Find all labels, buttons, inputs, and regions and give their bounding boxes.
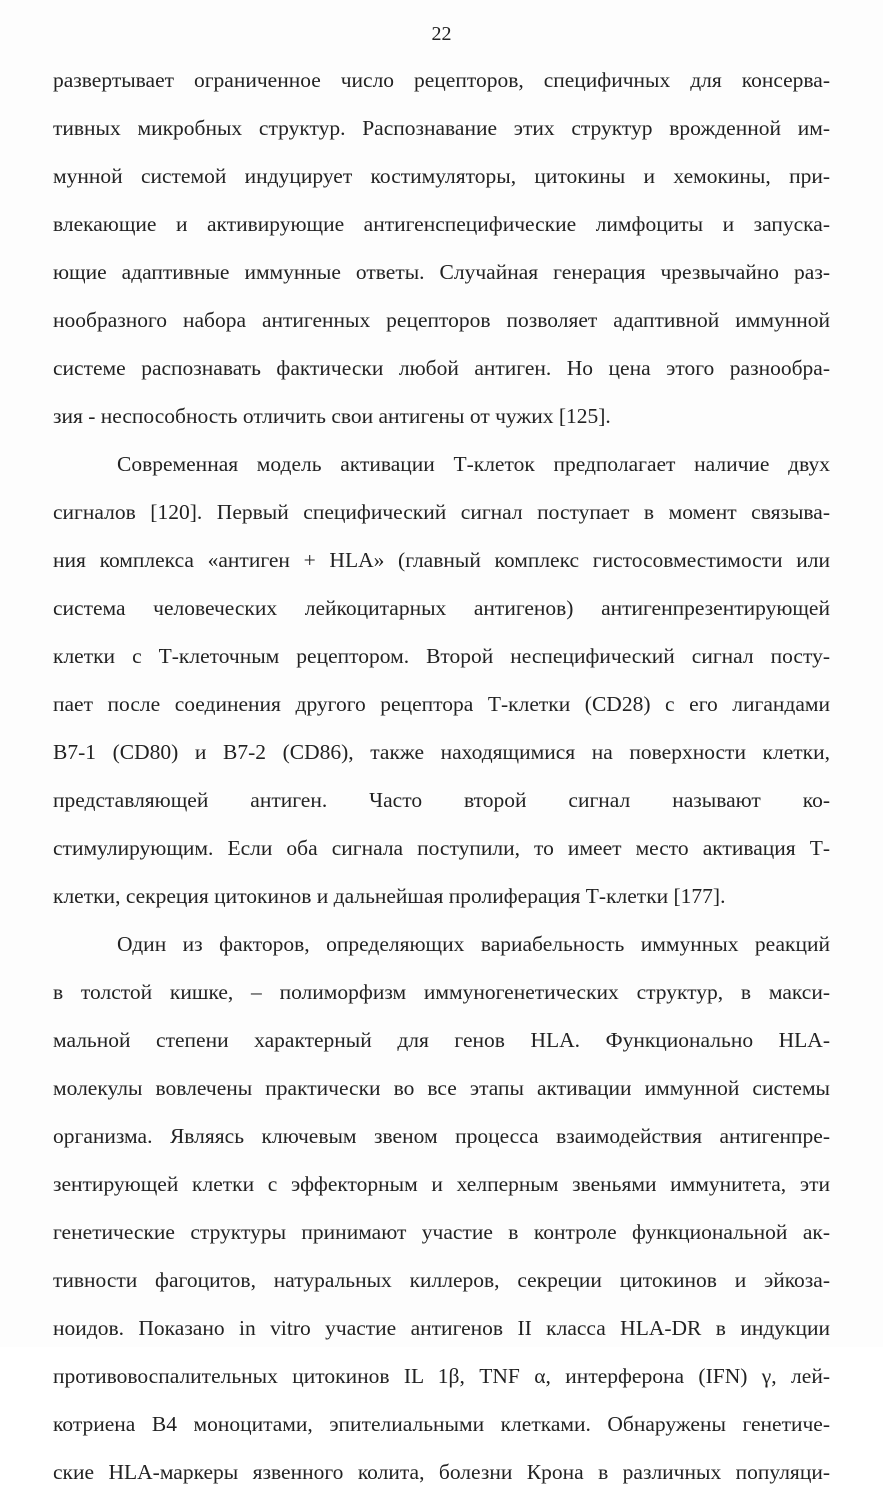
text-line: мунной системой индуцирует костимуляторы, цитокины и хемокины, при-: [53, 164, 830, 188]
text-line: противовоспалительных цитокинов IL 1β, TNF α, интерферона (IFN) γ, лей-: [53, 1364, 830, 1388]
text-line: представляющей антиген. Часто второй сигнал называют ко-: [53, 788, 830, 812]
text-line: клетки с Т-клеточным рецептором. Второй неспецифический сигнал посту-: [53, 644, 830, 668]
text-line: ские HLA-маркеры язвенного колита, болезни Крона в различных популяци-: [53, 1460, 830, 1484]
text-line: развертывает ограниченное число рецепторов, специфичных для консерва-: [53, 68, 830, 92]
text-line: тивности фагоцитов, натуральных киллеров, секреции цитокинов и эйкоза-: [53, 1268, 830, 1292]
text-line: молекулы вовлечены практически во все этапы активации иммунной системы: [53, 1076, 830, 1100]
paragraph-1: [53, 56, 830, 440]
text-line: стимулирующим. Если оба сигнала поступили, то имеет место активация Т-: [53, 836, 830, 860]
text-line: зия - неспособность отличить свои антигены от чужих [125].: [53, 404, 611, 428]
text-line: ния комплекса «антиген + HLA» (главный комплекс гистосовместимости или: [53, 548, 830, 572]
text-line: мальной степени характерный для генов HLA. Функционально HLA-: [53, 1028, 830, 1052]
text-line: организма. Являясь ключевым звеном процесса взаимодействия антигенпре-: [53, 1124, 830, 1148]
text-line: зентирующей клетки с эффекторным и хелперным звеньями иммунитета, эти: [53, 1172, 830, 1196]
text-line: сигналов [120]. Первый специфический сигнал поступает в момент связыва-: [53, 500, 830, 524]
text-line: тивных микробных структур. Распознавание этих структур врожденной им-: [53, 116, 830, 140]
text-line: ющие адаптивные иммунные ответы. Случайная генерация чрезвычайно раз-: [53, 260, 830, 284]
text-line: нообразного набора антигенных рецепторов позволяет адаптивной иммунной: [53, 308, 830, 332]
text-line: клетки, секреция цитокинов и дальнейшая пролиферация Т-клетки [177].: [53, 884, 726, 908]
text-line: Современная модель активации Т-клеток предполагает наличие двух: [117, 452, 830, 476]
paragraph-3: [53, 920, 830, 1496]
text-line: B7-1 (CD80) и B7-2 (CD86), также находящимися на поверхности клетки,: [53, 740, 830, 764]
text-line: системе распознавать фактически любой антиген. Но цена этого разнообра-: [53, 356, 830, 380]
paragraph-2: [53, 440, 830, 920]
text-line: генетические структуры принимают участие в контроле функциональной ак-: [53, 1220, 830, 1244]
text-line: ноидов. Показано in vitro участие антигенов II класса HLA-DR в индукции: [53, 1316, 830, 1340]
text-line: в толстой кишке, – полиморфизм иммуногенетических структур, в макси-: [53, 980, 830, 1004]
text-line: влекающие и активирующие антигенспецифические лимфоциты и запуска-: [53, 212, 830, 236]
text-line: котриена B4 моноцитами, эпителиальными клетками. Обнаружены генетиче-: [53, 1412, 830, 1436]
text-line: система человеческих лейкоцитарных антигенов) антигенпрезентирующей: [53, 596, 830, 620]
page-number: 22: [431, 23, 452, 45]
text-line: Один из факторов, определяющих вариабельность иммунных реакций: [117, 932, 830, 956]
body-text: [53, 56, 830, 1496]
text-line: пает после соединения другого рецептора Т-клетки (CD28) с его лигандами: [53, 692, 830, 716]
